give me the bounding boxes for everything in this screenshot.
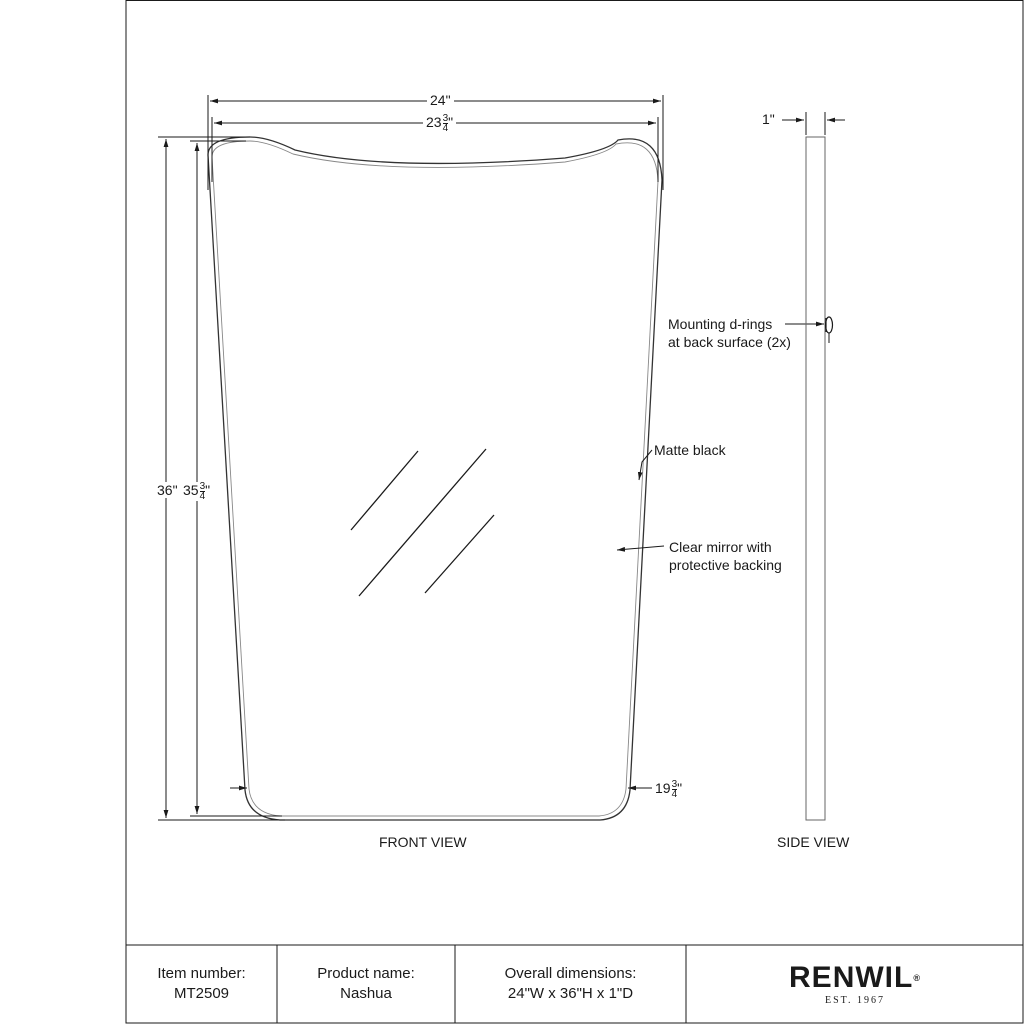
mirror-frame-inner [212, 141, 658, 816]
dim-depth: 1" [759, 111, 778, 127]
brand-registered-mark: ® [913, 972, 921, 983]
d-ring-icon [826, 317, 833, 343]
product-name-cell [277, 945, 455, 1023]
brand-logo [686, 945, 1024, 1023]
product-name-label: Product name: [317, 965, 415, 982]
sheet-border [126, 1, 1023, 1024]
dim-inner-height-lines [190, 141, 282, 816]
item-number-value: MT2509 [173, 985, 230, 1002]
dim-overall-height-lines [158, 137, 285, 820]
product-name-value: Nashua [340, 985, 392, 1002]
dim-overall-width: 24" [427, 92, 454, 108]
dim-inner-width: 23 $\frac{3}{4}$ " [423, 114, 456, 133]
brand-name: RENWIL [789, 960, 914, 994]
callout-mirror: Clear mirror with protective backing [669, 539, 782, 573]
brand-tagline: EST. 1967 [824, 994, 886, 1006]
overall-dimensions-label: Overall dimensions: [504, 965, 637, 982]
callout-d-rings: Mounting d-rings at back surface (2x) [668, 316, 791, 350]
overall-dimensions-cell [455, 945, 686, 1023]
glass-reflection-marks [351, 449, 494, 596]
mirror-frame-outer [208, 137, 662, 820]
front-view-label: FRONT VIEW [379, 834, 467, 850]
side-view-profile [782, 112, 845, 820]
item-number-cell [126, 945, 277, 1023]
overall-dimensions-value: 24"W x 36"H x 1"D [507, 985, 634, 1002]
dim-overall-height: 36" [154, 482, 181, 498]
callout-finish: Matte black [654, 442, 726, 458]
side-view-label: SIDE VIEW [777, 834, 850, 850]
item-number-label: Item number: [157, 965, 246, 982]
dim-inner-height: 35 $\frac{3}{4}$ " [180, 482, 213, 501]
dim-bottom-width: 19 $\frac{3}{4}$ " [652, 780, 685, 799]
